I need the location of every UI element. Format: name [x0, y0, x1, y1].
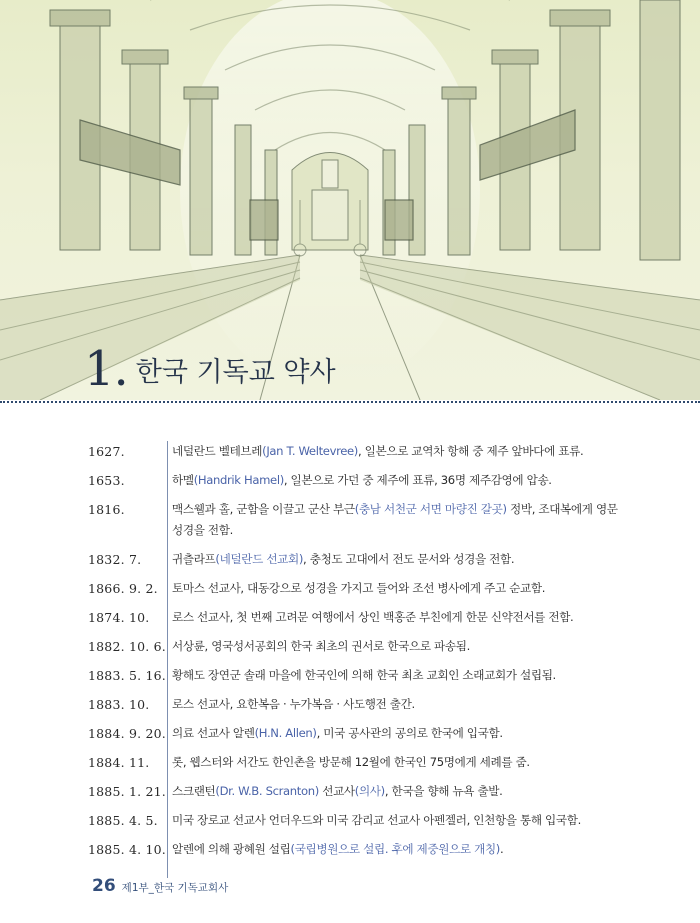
timeline-text: , 일본으로 교역차 항해 중 제주 앞바다에 표류. [357, 444, 584, 458]
timeline-row [88, 839, 628, 860]
timeline-description [168, 578, 628, 599]
timeline-description [168, 499, 628, 541]
timeline-text: 로스 선교사, 첫 번째 고려문 여행에서 상인 백홍준 부친에게 한문 신약전서를 전함. [172, 610, 574, 624]
timeline-row [88, 752, 628, 773]
timeline-row [88, 499, 628, 541]
timeline-text: . [499, 842, 504, 856]
timeline-text: 스크랜턴 [172, 784, 216, 798]
timeline-text: 황해도 장연군 솔래 마을에 한국인에 의해 한국 최초 교회인 소래교회가 설립됨. [172, 668, 556, 682]
dotted-divider [0, 401, 700, 403]
timeline-date: 1885. 4. 5. [88, 813, 158, 828]
timeline-description [168, 781, 628, 802]
timeline-row [88, 781, 628, 802]
header-illustration [0, 0, 700, 400]
timeline-description [168, 665, 628, 686]
timeline-date: 1832. 7. [88, 552, 142, 567]
title-number: 1. [84, 341, 128, 397]
timeline-date: 1874. 10. [88, 610, 150, 625]
timeline-text: 선교사 [318, 784, 355, 798]
timeline [88, 441, 628, 868]
timeline-description [168, 470, 628, 491]
timeline-text: 의료 선교사 알렌 [172, 726, 255, 740]
timeline-date: 1627. [88, 444, 125, 459]
timeline-date: 1882. 10. 6. [88, 639, 166, 654]
timeline-date: 1884. 9. 20. [88, 726, 166, 741]
page-number: 26 [92, 876, 116, 896]
timeline-annotation: (네덜란드 선교회) [215, 552, 304, 566]
timeline-annotation: (Jan T. Weltevree) [262, 444, 358, 458]
timeline-text: , 충청도 고대에서 전도 문서와 성경을 전함. [303, 552, 515, 566]
timeline-date: 1885. 4. 10. [88, 842, 166, 857]
timeline-description [168, 839, 628, 860]
timeline-description [168, 694, 628, 715]
timeline-row [88, 578, 628, 599]
timeline-row [88, 607, 628, 628]
timeline-text: , 일본으로 가던 중 제주에 표류, 36명 제주감영에 압송. [283, 473, 552, 487]
timeline-annotation: (국립병원으로 설립. 후에 제중원으로 개칭) [290, 842, 500, 856]
timeline-text: 토마스 선교사, 대동강으로 성경을 가지고 들어와 조선 병사에게 주고 순교함. [172, 581, 546, 595]
timeline-date: 1653. [88, 473, 125, 488]
timeline-date: 1883. 10. [88, 697, 150, 712]
timeline-text: 귀츨라프 [172, 552, 216, 566]
timeline-text: 로스 선교사, 요한복음 · 누가복음 · 사도행전 출간. [172, 697, 415, 711]
timeline-text: 서상륜, 영국성서공회의 한국 최초의 권서로 한국으로 파송됨. [172, 639, 470, 653]
timeline-description [168, 607, 628, 628]
timeline-row [88, 549, 628, 570]
timeline-annotation: (Handrik Hamel) [193, 473, 284, 487]
timeline-description [168, 810, 628, 831]
timeline-text: 맥스웰과 홀, 군함을 이끌고 군산 부근 [172, 502, 355, 516]
timeline-text: 네덜란드 벨테브레 [172, 444, 263, 458]
timeline-text: 하멜 [172, 473, 194, 487]
timeline-row [88, 723, 628, 744]
timeline-row [88, 810, 628, 831]
timeline-annotation: (의사) [354, 784, 385, 798]
timeline-text: 정박, 조대복에게 영문 성경을 전함. [172, 502, 618, 537]
timeline-annotation: (충남 서천군 서면 마량진 갈곳) [354, 502, 507, 516]
timeline-annotation: (H.N. Allen) [254, 726, 317, 740]
timeline-text: 미국 장로교 선교사 언더우드와 미국 감리교 선교사 아펜젤러, 인천항을 통해 입국함. [172, 813, 581, 827]
timeline-row [88, 470, 628, 491]
timeline-text: , 한국을 향해 뉴욕 출발. [384, 784, 503, 798]
timeline-row [88, 441, 628, 462]
timeline-date: 1883. 5. 16. [88, 668, 166, 683]
timeline-description [168, 723, 628, 744]
timeline-description [168, 441, 628, 462]
timeline-date: 1866. 9. 2. [88, 581, 158, 596]
timeline-date: 1884. 11. [88, 755, 150, 770]
running-title: 제1부_한국 기독교회사 [121, 882, 229, 894]
timeline-row [88, 694, 628, 715]
page-title [84, 333, 336, 397]
timeline-text: 알렌에 의해 광혜원 설립 [172, 842, 291, 856]
title-text: 한국 기독교 약사 [135, 357, 336, 388]
timeline-description [168, 636, 628, 657]
page-footer [92, 876, 228, 896]
timeline-row [88, 636, 628, 657]
timeline-text: , 미국 공사관의 공의로 한국에 입국함. [316, 726, 503, 740]
timeline-description [168, 549, 628, 570]
timeline-date: 1885. 1. 21. [88, 784, 166, 799]
timeline-description [168, 752, 628, 773]
timeline-date: 1816. [88, 502, 125, 517]
timeline-row [88, 665, 628, 686]
timeline-text: 롯, 웹스터와 서간도 한인촌을 방문해 12월에 한국인 75명에게 세례를 줌. [172, 755, 530, 769]
timeline-annotation: (Dr. W.B. Scranton) [215, 784, 319, 798]
